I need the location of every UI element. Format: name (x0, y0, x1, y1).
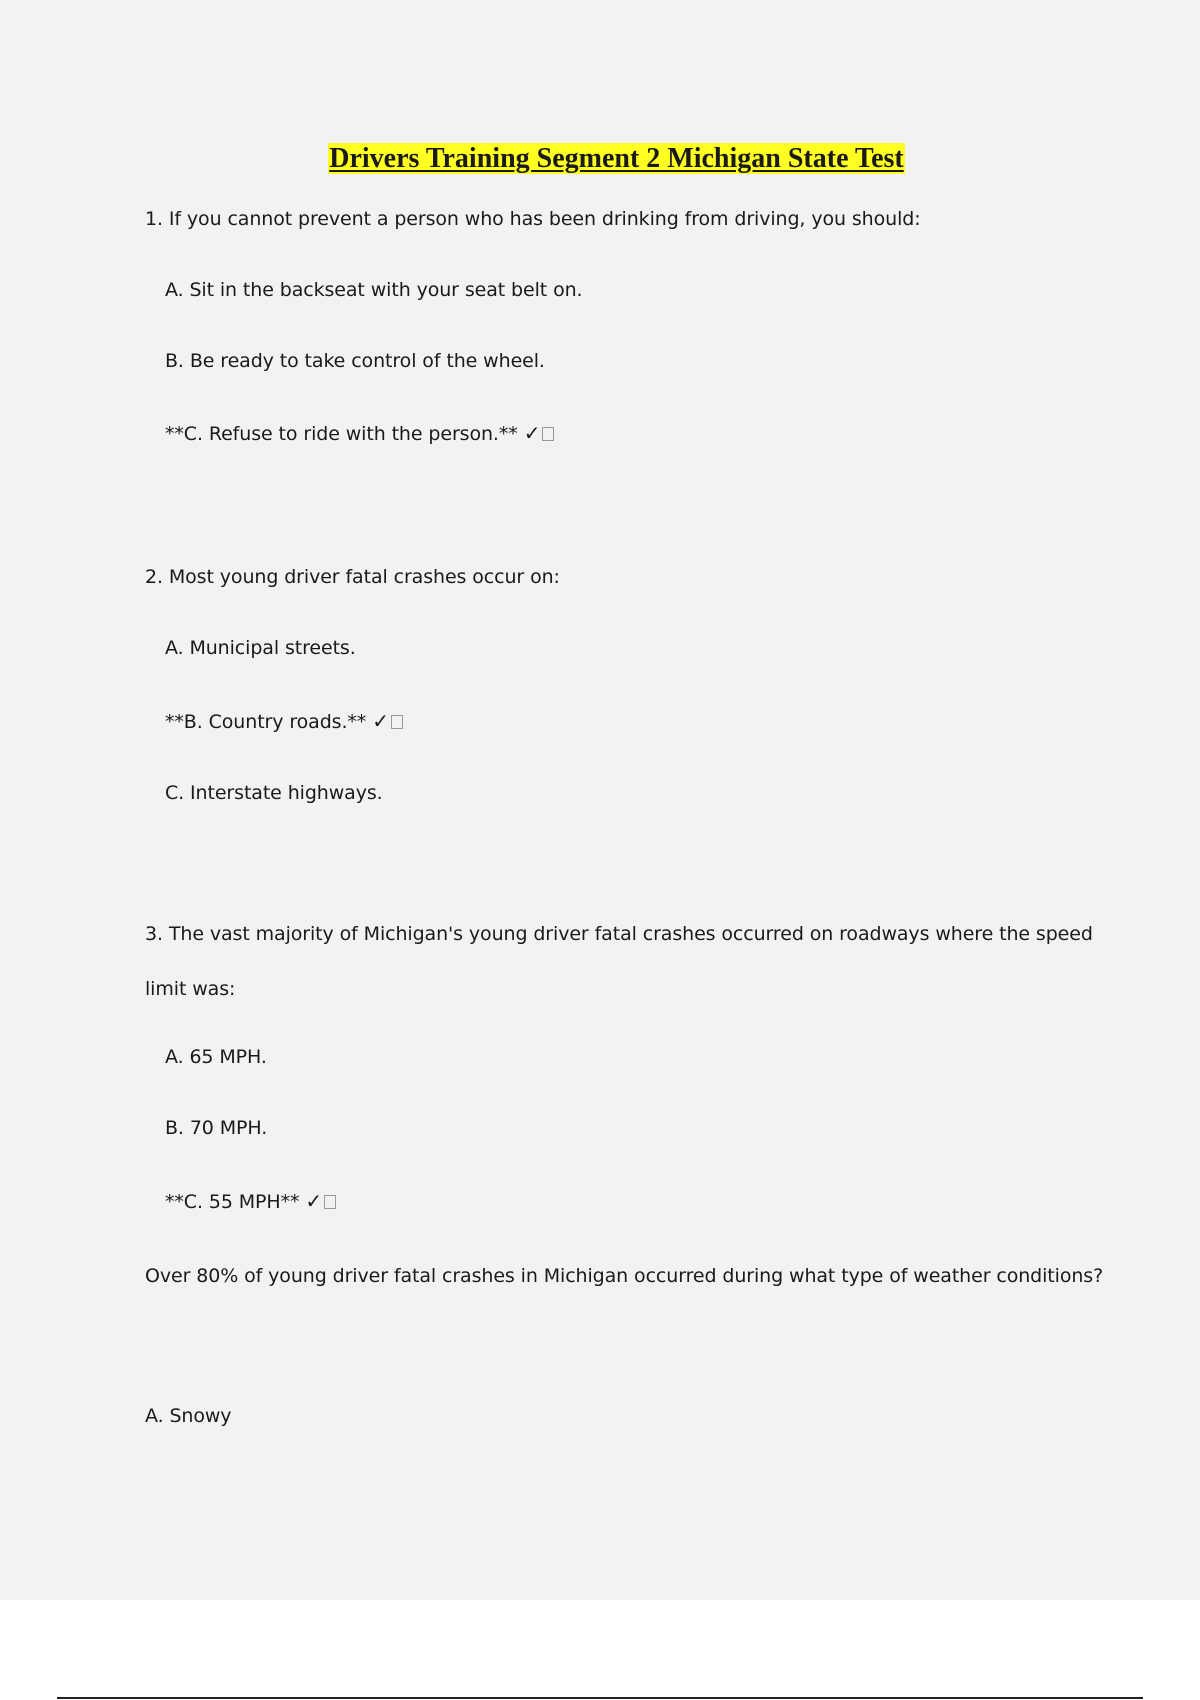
footer-divider (57, 1697, 1143, 1699)
question-1-option-c-label: **C. Refuse to ride with the person.** (165, 423, 518, 445)
question-3-text-line-1: 3. The vast majority of Michigan's young driver fatal crashes occurred on roadways where the speed (145, 923, 1093, 945)
question-4-option-a: A. Snowy (145, 1405, 232, 1427)
empty-box-icon (542, 427, 554, 441)
question-3-option-c-correct (165, 1189, 336, 1214)
question-3-option-b: B. 70 MPH. (165, 1117, 268, 1139)
empty-box-icon (391, 715, 403, 729)
question-1-option-b: B. Be ready to take control of the wheel. (165, 350, 545, 372)
question-1-option-a: A. Sit in the backseat with your seat belt on. (165, 279, 583, 301)
question-4-text: Over 80% of young driver fatal crashes in Michigan occurred during what type of weather conditions? (145, 1265, 1104, 1287)
question-2-option-b-correct (165, 709, 403, 734)
question-2-text: 2. Most young driver fatal crashes occur on: (145, 566, 560, 588)
question-3-text-line-2: limit was: (145, 978, 236, 1000)
checkmark-icon: ✓ (372, 709, 389, 733)
question-2-option-a: A. Municipal streets. (165, 637, 356, 659)
question-2-option-b-label: **B. Country roads.** (165, 711, 367, 733)
document-title-text: Drivers Training Segment 2 Michigan State Test (329, 143, 904, 174)
document-title (0, 142, 1200, 176)
question-3-option-c-label: **C. 55 MPH** (165, 1191, 300, 1213)
empty-box-icon (324, 1195, 336, 1209)
question-3-option-a: A. 65 MPH. (165, 1046, 267, 1068)
question-1-option-c-correct (165, 421, 554, 446)
checkmark-icon: ✓ (523, 421, 541, 445)
checkmark-icon: ✓ (305, 1189, 323, 1213)
question-2-option-c: C. Interstate highways. (165, 782, 383, 804)
question-1-text: 1. If you cannot prevent a person who has been drinking from driving, you should: (145, 208, 921, 230)
